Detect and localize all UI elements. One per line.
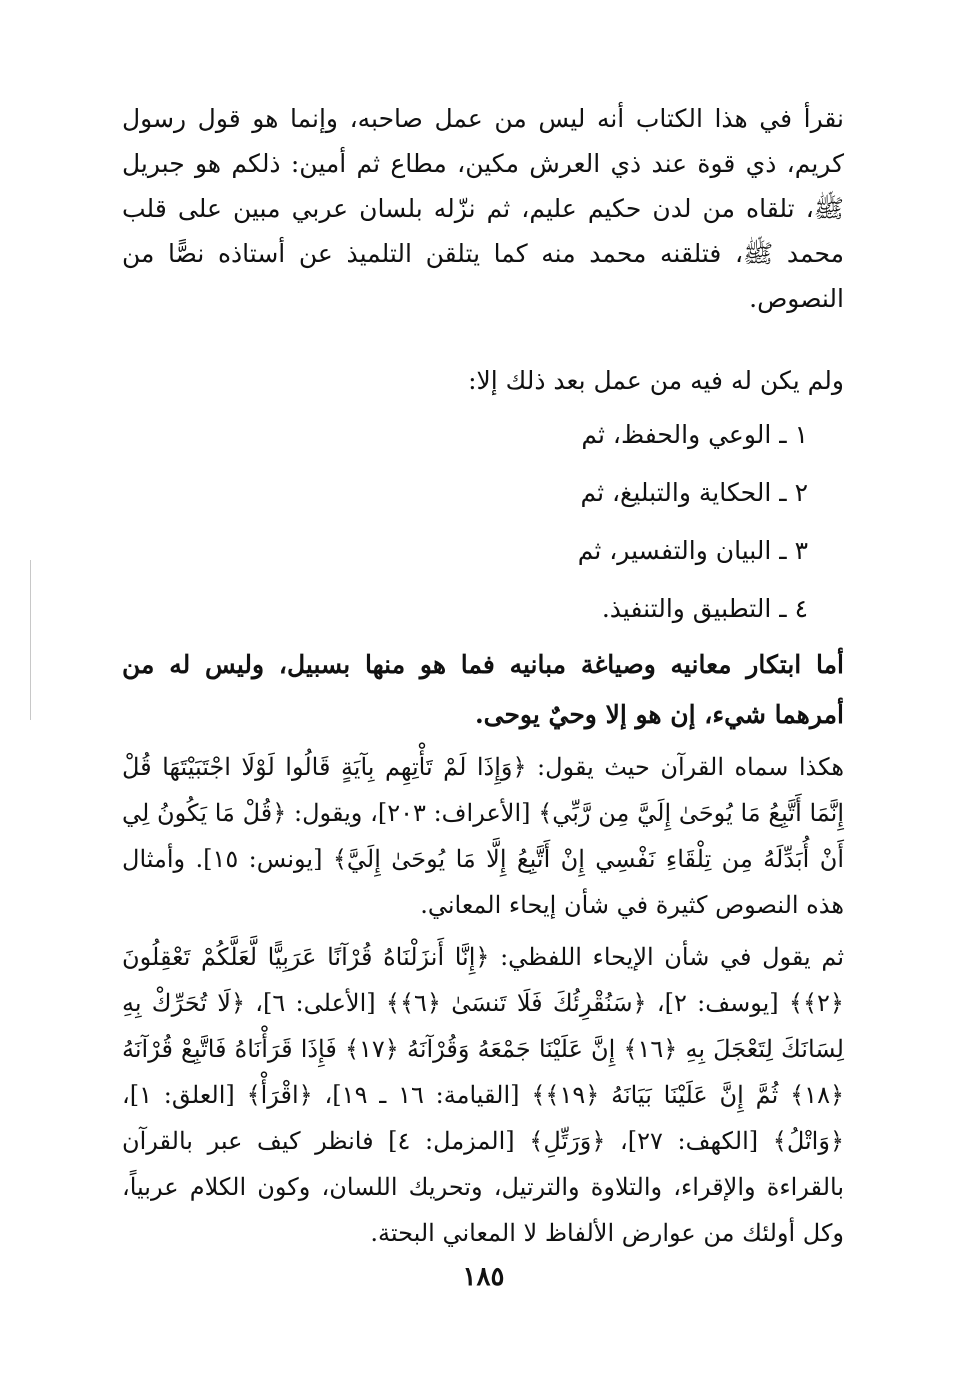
page-number: ١٨٥ bbox=[462, 1262, 505, 1292]
paragraph-list-intro: ولم يكن له فيه من عمل بعد ذلك إلا: bbox=[468, 366, 844, 395]
paragraph-quran-meaning: هكذا سماه القرآن حيث يقول: ﴿وَإِذَا لَمْ تَأْتِهِم بِآيَةٍ قَالُوا لَوْلَا اجْتَبَيْتَهَا قُلْ إِنَّمَا أَتَّبِعُ مَا يُوحَىٰ إِلَيَّ مِن رَّبِّي﴾ [الأعراف: ٢٠٣]، ويقول: ﴿قُلْ مَا يَكُونُ لِي أَنْ أُبَدِّلَهُ مِن تِلْقَاءِ نَفْسِي إِنْ أَتَّبِعُ إِلَّا مَا يُوحَىٰ إِلَيَّ﴾ [يونس: ١٥]. وأمثال هذه النصوص كثيرة في شأن إيحاء المعاني. bbox=[122, 753, 844, 919]
bold-paragraph: أما ابتكار معانيه وصياغة مبانيه فما هو منها بسبيل، وليس له من أمرهما شيء، إن هو إلا وحيٌ يوحى. bbox=[122, 650, 844, 729]
list-item-3: ٣ ـ البيان والتفسير، ثم bbox=[577, 536, 808, 565]
list-item-4: ٤ ـ التطبيق والتنفيذ. bbox=[601, 594, 808, 623]
list-item-1: ١ ـ الوعي والحفظ، ثم bbox=[581, 420, 808, 449]
scan-edge-line bbox=[30, 560, 31, 720]
paragraph-quran-wording: ثم يقول في شأن الإيحاء اللفظي: ﴿إِنَّا أَنزَلْنَاهُ قُرْآنًا عَرَبِيًّا لَّعَلَّكُمْ تَعْقِلُونَ ﴿٢﴾﴾ [يوسف: ٢]، ﴿سَنُقْرِئُكَ فَلَا تَنسَىٰ ﴿٦﴾﴾ [الأعلى: ٦]، ﴿لَا تُحَرِّكْ بِهِ لِسَانَكَ لِتَعْجَلَ بِهِ ﴿١٦﴾ إِنَّ عَلَيْنَا جَمْعَهُ وَقُرْآنَهُ ﴿١٧﴾ فَإِذَا قَرَأْنَاهُ فَاتَّبِعْ قُرْآنَهُ ﴿١٨﴾ ثُمَّ إِنَّ عَلَيْنَا بَيَانَهُ ﴿١٩﴾﴾ [القيامة: ١٦ ـ ١٩]، ﴿اقْرَأْ﴾ [العلق: ١]، ﴿وَاتْلُ﴾ [الكهف: ٢٧]، ﴿وَرَتِّلِ﴾ [المزمل: ٤] فانظر كيف عبر بالقرآن بالقراءة والإقراء، والتلاوة والترتيل، وتحريك اللسان، وكون الكلام عربياً، وكل أولئك من عوارض الألفاظ لا المعاني البحتة. bbox=[122, 943, 845, 1247]
list-item-2: ٢ ـ الحكاية والتبليغ، ثم bbox=[580, 478, 808, 507]
paragraph-revelation: نقرأ في هذا الكتاب أنه ليس من عمل صاحبه، وإنما هو قول رسول كريم، ذي قوة عند ذي العرش مكين، مطاع ثم أمين: ذلكم هو جبريل ﷺ، تلقاه من لدن حكيم عليم، ثم نزّله بلسان عربي مبين على قلب محمد ﷺ، فتلقنه محمد منه كما يتلقن التلميذ عن أستاذه نصًّا من النصوص. bbox=[122, 104, 844, 313]
